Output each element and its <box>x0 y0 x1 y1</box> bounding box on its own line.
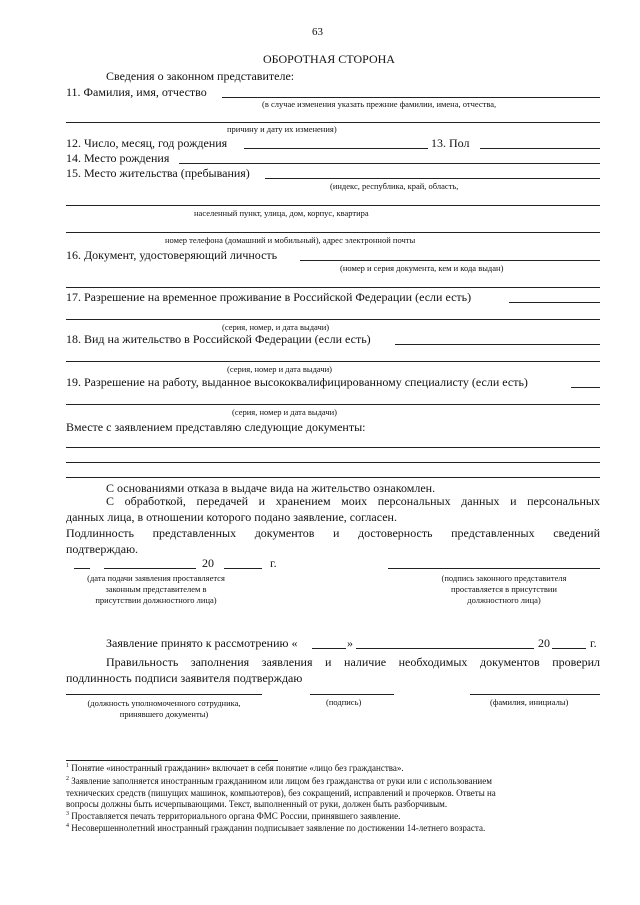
footnote-2-mark: 2 <box>66 776 69 782</box>
field-11-input-line-2[interactable] <box>66 122 600 123</box>
acceptance-year-suffix: г. <box>590 636 597 650</box>
footnote-4-mark: 4 <box>66 823 69 829</box>
officer-position-line[interactable] <box>66 694 262 695</box>
signature-caption <box>404 573 604 606</box>
field-16-hint: (номер и серия документа, кем и кода выдан) <box>340 263 504 273</box>
footnote-3 <box>66 812 400 821</box>
authenticity-statement <box>66 526 600 557</box>
page-title: ОБОРОТНАЯ СТОРОНА <box>263 52 395 66</box>
field-15-input-line-2[interactable] <box>66 205 600 206</box>
field-17-hint: (серия, номер, и дата выдачи) <box>222 322 330 332</box>
signature-caption-3: должностного лица) <box>467 595 541 605</box>
field-18-label: 18. Вид на жительство в Российской Федерации (если есть) <box>66 332 371 346</box>
footnote-4 <box>66 824 485 833</box>
date-caption <box>56 573 256 606</box>
field-16-label: 16. Документ, удостоверяющий личность <box>66 248 278 262</box>
documents-line-1[interactable] <box>66 447 600 448</box>
field-12-input-line[interactable] <box>244 148 428 149</box>
section-heading: Сведения о законном представителе: <box>106 69 295 83</box>
footnote-2-line-2: технических средств (пишущих машинок, компьютеров), без сокращений, исправлений и прочерков. Ответы на <box>66 787 496 798</box>
footnote-2-line-3: вопросы должны быть исчерпывающими. Текст, выполненный от руки, должен быть разборчивым. <box>66 799 448 809</box>
field-11-hint-2: причину и дату их изменения) <box>227 124 337 134</box>
verification-line-1: Правильность заполнения заявления и наличие необходимых документов проверил <box>106 655 600 669</box>
field-18-input-line-2[interactable] <box>66 361 600 362</box>
officer-name-caption: (фамилия, инициалы) <box>490 697 569 707</box>
acceptance-quote-close: » <box>347 636 353 650</box>
date-caption-1: (дата подачи заявления проставляется <box>87 573 225 583</box>
field-13-input-line[interactable] <box>480 148 600 149</box>
field-14-input-line[interactable] <box>179 163 600 164</box>
field-12-label: 12. Число, месяц, год рождения <box>66 136 228 150</box>
documents-label: Вместе с заявлением представляю следующие документы: <box>66 420 366 434</box>
field-15-label: 15. Место жительства (пребывания) <box>66 166 250 180</box>
officer-position-caption-1: (должность уполномоченного сотрудника, <box>87 698 241 708</box>
footnote-1-mark: 1 <box>66 763 69 769</box>
footnote-4-text: Несовершеннолетний иностранный гражданин подписывает заявление по достижении 14-летнего возраста. <box>71 823 486 833</box>
officer-position-caption-2: принявшего документы) <box>119 709 209 719</box>
officer-name-line[interactable] <box>470 694 600 695</box>
verification-line-2: подлинность подписи заявителя подтверждаю <box>66 670 303 685</box>
representative-signature-line[interactable] <box>388 568 600 569</box>
field-14-label: 14. Место рождения <box>66 151 170 165</box>
footnote-2 <box>66 776 600 811</box>
footnote-3-mark: 3 <box>66 811 69 817</box>
verification-statement <box>66 655 600 686</box>
date-year-line[interactable] <box>224 568 262 569</box>
field-17-label: 17. Разрешение на временное проживание в Российской Федерации (если есть) <box>66 290 472 304</box>
field-15-input-line-3[interactable] <box>66 232 600 233</box>
page-number: 63 <box>312 26 323 38</box>
acceptance-day-line[interactable] <box>312 648 346 649</box>
refusal-statement: С основаниями отказа в выдаче вида на жительство ознакомлен. <box>106 481 436 495</box>
officer-position-caption <box>56 698 272 720</box>
footnote-2-line-1: Заявление заполняется иностранным гражданином или лицом без гражданства от руки или с использованием <box>71 776 492 786</box>
field-13-label: 13. Пол <box>431 136 470 150</box>
field-15-hint-3: номер телефона (домашний и мобильный), адрес электронной почты <box>165 235 416 245</box>
field-17-input-line-2[interactable] <box>66 319 600 320</box>
field-19-input-line-2[interactable] <box>66 404 600 405</box>
field-16-input-line[interactable] <box>300 260 600 261</box>
field-18-hint: (серия, номер и дата выдачи) <box>227 364 333 374</box>
field-19-hint: (серия, номер и дата выдачи) <box>232 407 338 417</box>
field-17-input-line[interactable] <box>509 302 600 303</box>
field-11-hint-1: (в случае изменения указать прежние фамилии, имена, отчества, <box>262 99 497 109</box>
acceptance-label: Заявление принято к рассмотрению « <box>106 636 298 650</box>
field-15-hint-2: населенный пункт, улица, дом, корпус, квартира <box>194 208 369 218</box>
consent-line-2: данных лица, в отношении которого подано заявление, согласен. <box>66 509 397 524</box>
acceptance-month-line[interactable] <box>356 648 534 649</box>
field-19-label: 19. Разрешение на работу, выданное высококвалифицированному специалисту (если есть) <box>66 375 528 389</box>
acceptance-year-prefix: 20 <box>538 636 550 650</box>
date-day-line[interactable] <box>74 568 90 569</box>
signature-caption-1: (подпись законного представителя <box>441 573 567 583</box>
date-year-prefix: 20 <box>202 556 214 570</box>
date-month-line[interactable] <box>104 568 196 569</box>
footnote-3-text: Проставляется печать территориального органа ФМС России, принявшего заявление. <box>71 811 401 821</box>
field-19-input-line[interactable] <box>571 387 600 388</box>
documents-line-2[interactable] <box>66 462 600 463</box>
field-16-input-line-2[interactable] <box>66 287 600 288</box>
officer-signature-line[interactable] <box>310 694 394 695</box>
field-15-input-line[interactable] <box>265 178 600 179</box>
officer-signature-caption: (подпись) <box>326 697 362 707</box>
signature-caption-2: проставляется в присутствии <box>451 584 557 594</box>
field-15-hint-1: (индекс, республика, край, область, <box>330 181 459 191</box>
date-caption-3: присутствии должностного лица) <box>95 595 217 605</box>
date-year-suffix: г. <box>270 556 277 570</box>
footnote-1-text: Понятие «иностранный гражданин» включает в себя понятие «лицо без гражданства». <box>71 763 404 773</box>
field-18-input-line[interactable] <box>395 344 600 345</box>
acceptance-year-line[interactable] <box>552 648 586 649</box>
footnote-separator <box>66 760 278 761</box>
field-11-input-line[interactable] <box>222 97 600 98</box>
consent-line-1: С обработкой, передачей и хранением моих персональных данных и персональных <box>106 494 600 508</box>
footnote-1 <box>66 764 404 773</box>
authenticity-line-2: подтверждаю. <box>66 541 139 556</box>
field-11-label: 11. Фамилия, имя, отчество <box>66 85 207 99</box>
authenticity-line-1: Подлинность представленных документов и достоверность представленных сведений <box>66 526 600 540</box>
consent-statement <box>66 494 600 525</box>
documents-line-3[interactable] <box>66 477 600 478</box>
date-caption-2: законным представителем в <box>105 584 207 594</box>
